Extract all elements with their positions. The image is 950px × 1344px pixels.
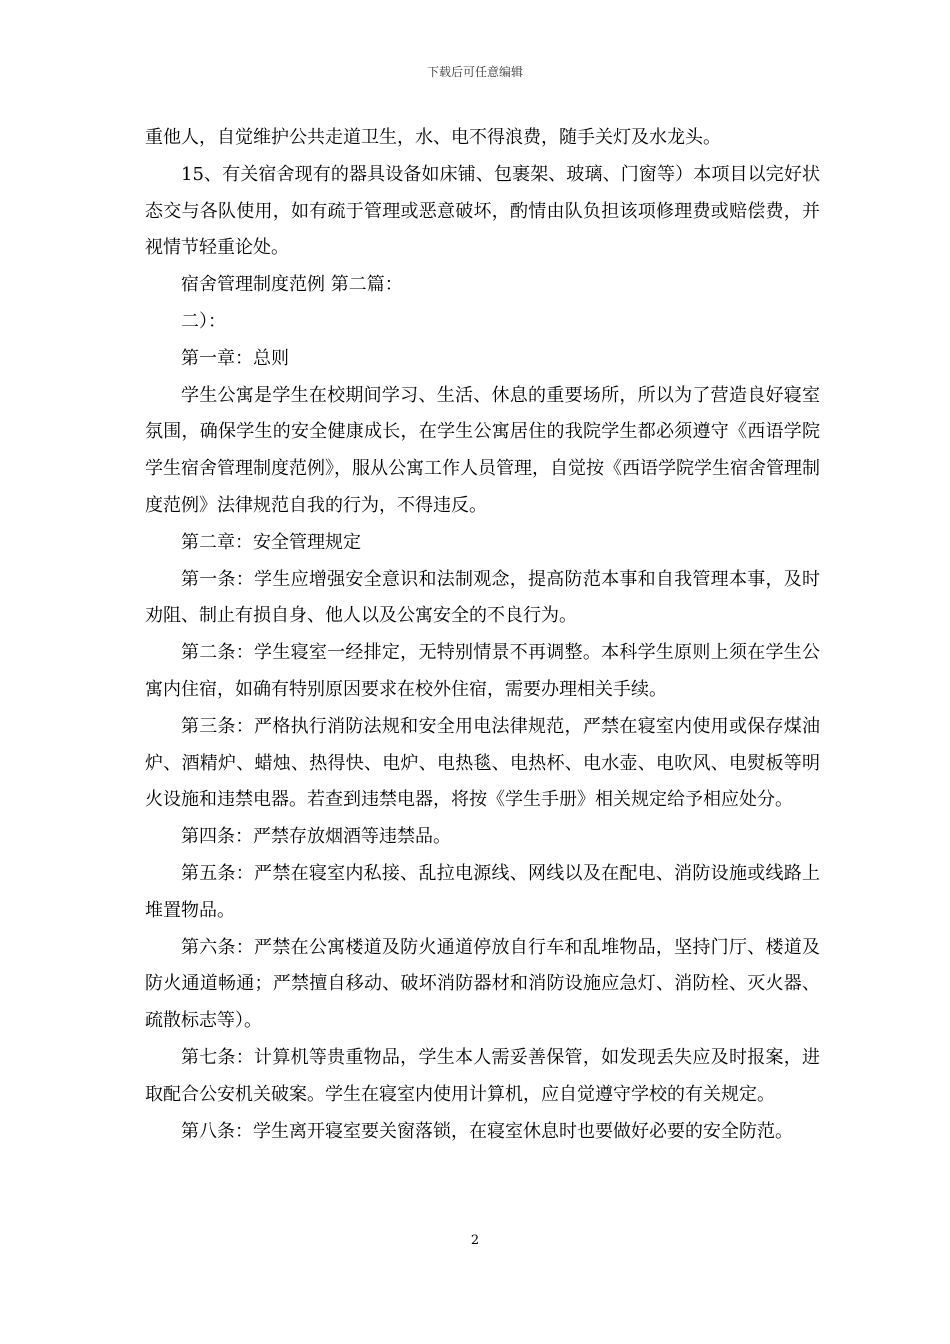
article-6: 第六条：严禁在公寓楼道及防火通道停放自行车和乱堆物品，坚持门厅、楼道及防火通道畅通；严禁擅自移动、破坏消防器材和消防设施应急灯、消防栓、灭火器、疏散标志等）。	[145, 936, 820, 1032]
section-subtitle: 二）：	[181, 310, 226, 332]
paragraph-item-15: 15、有关宿舍现有的器具设备如床铺、包裹架、玻璃、门窗等）本项目以完好状态交与各队使用，如有疏于管理或恶意破坏，酌情由队负担该项修理费或赔偿费，并视情节轻重论处。	[145, 163, 820, 259]
section-title: 宿舍管理制度范例 第二篇：	[181, 274, 403, 296]
page-number: 2	[470, 1233, 480, 1248]
page-header-note: 下载后可任意编辑	[426, 65, 523, 79]
article-3: 第三条：严格执行消防法规和安全用电法律规范，严禁在寝室内使用或保存煤油炉、酒精炉、蜡烛、热得快、电炉、电热毯、电热杯、电水壶、电吹风、电熨板等明火设施和违禁电器。若查到违禁电器，将按《学生手册》相关规定给予相应处分。	[145, 715, 820, 811]
paragraph-continuation: 重他人，自觉维护公共走道卫生，水、电不得浪费，随手关灯及水龙头。	[145, 127, 721, 148]
article-8: 第八条：学生离开寝室要关窗落锁，在寝室休息时也要做好必要的安全防范。	[181, 1120, 793, 1142]
paragraph-general: 学生公寓是学生在校期间学习、生活、休息的重要场所，所以为了营造良好寝室氛围，确保学生的安全健康成长，在学生公寓居住的我院学生都必须遵守《西语学院学生宿舍管理制度范例》，服从公寓工作人员管理，自觉按《西语学院学生宿舍管理制度范例》法律规范自我的行为，不得违反。	[145, 384, 820, 516]
article-5: 第五条：严禁在寝室内私接、乱拉电源线、网线以及在配电、消防设施或线路上堆置物品。	[145, 862, 820, 921]
chapter-heading-1: 第一章：总则	[181, 347, 289, 369]
article-4: 第四条：严禁存放烟酒等违禁品。	[181, 826, 451, 848]
article-1: 第一条：学生应增强安全意识和法制观念，提高防范本事和自我管理本事，及时劝阻、制止有损自身、他人以及公寓安全的不良行为。	[145, 568, 820, 627]
article-7: 第七条：计算机等贵重物品，学生本人需妥善保管，如发现丢失应及时报案，进取配合公安机关破案。学生在寝室内使用计算机，应自觉遵守学校的有关规定。	[145, 1046, 820, 1105]
document-body	[145, 120, 820, 1150]
chapter-heading-2: 第二章：安全管理规定	[181, 531, 361, 553]
article-2: 第二条：学生寝室一经排定，无特别情景不再调整。本科学生原则上须在学生公寓内住宿，如确有特别原因要求在校外住宿，需要办理相关手续。	[145, 642, 820, 700]
